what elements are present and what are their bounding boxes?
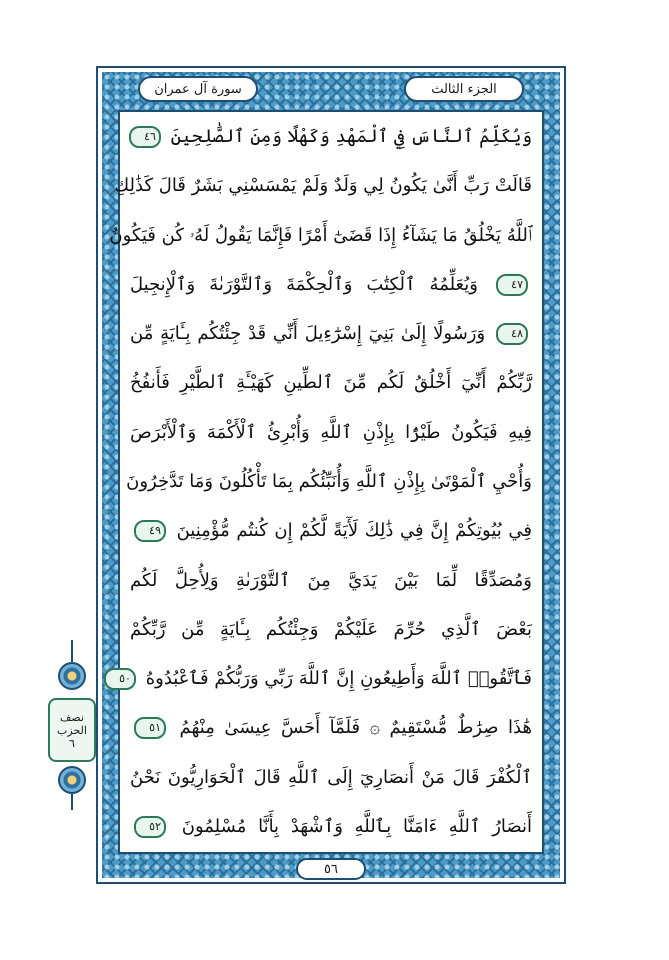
text-line-content: فِي بُيُوتِكُمْ إِنَّ فِي ذَٰلِكَ لَأٓيَةً لَّكُمْ إِن كُنتُم مُّؤْمِنِينَ [176, 520, 532, 542]
hizb-label: الحزب [57, 723, 87, 737]
text-line-content: فِيهِ فَيَكُونُ طَيْرًۢا بِإِذْنِ ٱللَّهِ وَأُبْرِئُ ٱلْأَكْمَهَ وَٱلْأَبْرَصَ [130, 421, 532, 443]
juz-label: الجزء الثالث [431, 81, 497, 97]
text-line [109, 221, 532, 251]
hizb-side-marker [44, 640, 100, 810]
text-line [130, 615, 532, 645]
text-line [130, 418, 532, 448]
text-line [130, 763, 532, 793]
hizb-number: ٦ [69, 736, 75, 750]
text-line-content: وَمُصَدِّقًا لِّمَا بَيْنَ يَدَيَّ مِنَ ٱلتَّوْرَىٰةِ وَلِأُحِلَّ لَكُم [130, 569, 532, 591]
text-line [130, 812, 532, 842]
text-area [109, 110, 544, 854]
text-line [130, 368, 532, 398]
text-line-content: ٱلْكُفْرَ قَالَ مَنْ أَنصَارِيٓ إِلَى ٱللَّهِ قَالَ ٱلْحَوَارِيُّونَ نَحْنُ [130, 766, 532, 788]
juz-header [404, 76, 524, 102]
text-line [130, 270, 532, 300]
text-line-content: وَرَسُولًا إِلَىٰ بَنِيٓ إِسْرَٰٓءِيلَ أَنِّي قَدْ جِئْتُكُم بِـَٔايَةٍ مِّن [130, 323, 486, 345]
text-line [130, 516, 532, 546]
ayah-number-marker: ٤٧ [496, 274, 528, 296]
text-line-content: وَيُعَلِّمُهُ ٱلْكِتَٰبَ وَٱلْحِكْمَةَ وَٱلتَّوْرَىٰةَ وَٱلْإِنجِيلَ [130, 273, 478, 295]
surah-label: سورة آل عمران [154, 81, 242, 97]
surah-header [138, 76, 258, 102]
page-number-text: ٥٦ [324, 861, 338, 877]
text-line-content: هَٰذَا صِرَٰطٌ مُّسْتَقِيمٌ ۞ فَلَمَّآ أَحَسَّ عِيسَىٰ مِنْهُمُ [179, 717, 532, 739]
text-line [130, 319, 532, 349]
hizb-label-box [48, 698, 96, 762]
ornament-stem [71, 794, 73, 810]
ayah-number-marker: ٤٨ [496, 323, 528, 345]
text-line [114, 171, 532, 201]
text-line-content: فَٱتَّقُوا۟ ٱللَّهَ وَأَطِيعُونِ إِنَّ ٱللَّهَ رَبِّي وَرَبُّكُمْ فَٱعْبُدُوهُ [145, 668, 532, 690]
text-line-content: أَنصَارُ ٱللَّهِ ءَامَنَّا بِٱللَّهِ وَٱشْهَدْ بِأَنَّا مُسْلِمُونَ [181, 815, 532, 837]
medallion-icon [58, 766, 86, 794]
page-frame [96, 66, 566, 884]
text-line-content: بَعْضَ ٱلَّذِي حُرِّمَ عَلَيْكُمْ وَجِئْتُكُم بِـَٔايَةٍ مِّن رَّبِّكُمْ [130, 618, 532, 640]
text-line [130, 122, 532, 152]
ayah-number-marker: ٥١ [134, 717, 166, 739]
text-line-content: ٱللَّهُ يَخْلُقُ مَا يَشَآءُ إِذَا قَضَىٰٓ أَمْرًا فَإِنَّمَا يَقُولُ لَهُۥ كُن فَيَكُونُ [109, 224, 532, 246]
ayah-number-marker: ٤٦ [129, 126, 161, 148]
text-line-content: رَّبِّكُمْ أَنِّيٓ أَخْلُقُ لَكُم مِّنَ ٱلطِّينِ كَهَيْـَٔةِ ٱلطَّيْرِ فَأَنفُخُ [130, 372, 532, 394]
hizb-half-label: نصف [60, 710, 84, 724]
page-number [296, 858, 366, 880]
ayah-number-marker: ٥٢ [134, 816, 166, 838]
text-line-content: وَيُكَلِّمُ ٱلنَّاسَ فِي ٱلْمَهْدِ وَكَهْلًا وَمِنَ ٱلصَّٰلِحِينَ [170, 126, 532, 147]
text-line [119, 664, 532, 694]
text-line [130, 566, 532, 596]
text-line-content: قَالَتْ رَبِّ أَنَّىٰ يَكُونُ لِي وَلَدٌ وَلَمْ يَمْسَسْنِي بَشَرٌ قَالَ كَذَٰلِكِ [114, 175, 532, 197]
ayah-number-marker: ٤٩ [134, 520, 166, 542]
text-line [130, 713, 532, 743]
text-line-content: وَأُحْيِ ٱلْمَوْتَىٰ بِإِذْنِ ٱللَّهِ وَأُنَبِّئُكُم بِمَا تَأْكُلُونَ وَمَا تَدَّخِرُونَ [126, 470, 532, 492]
text-line [126, 467, 532, 497]
medallion-icon [58, 662, 86, 690]
ornament-stem [71, 640, 73, 662]
ayah-number-marker: ٥٠ [104, 668, 136, 690]
verse-lines [109, 122, 532, 842]
